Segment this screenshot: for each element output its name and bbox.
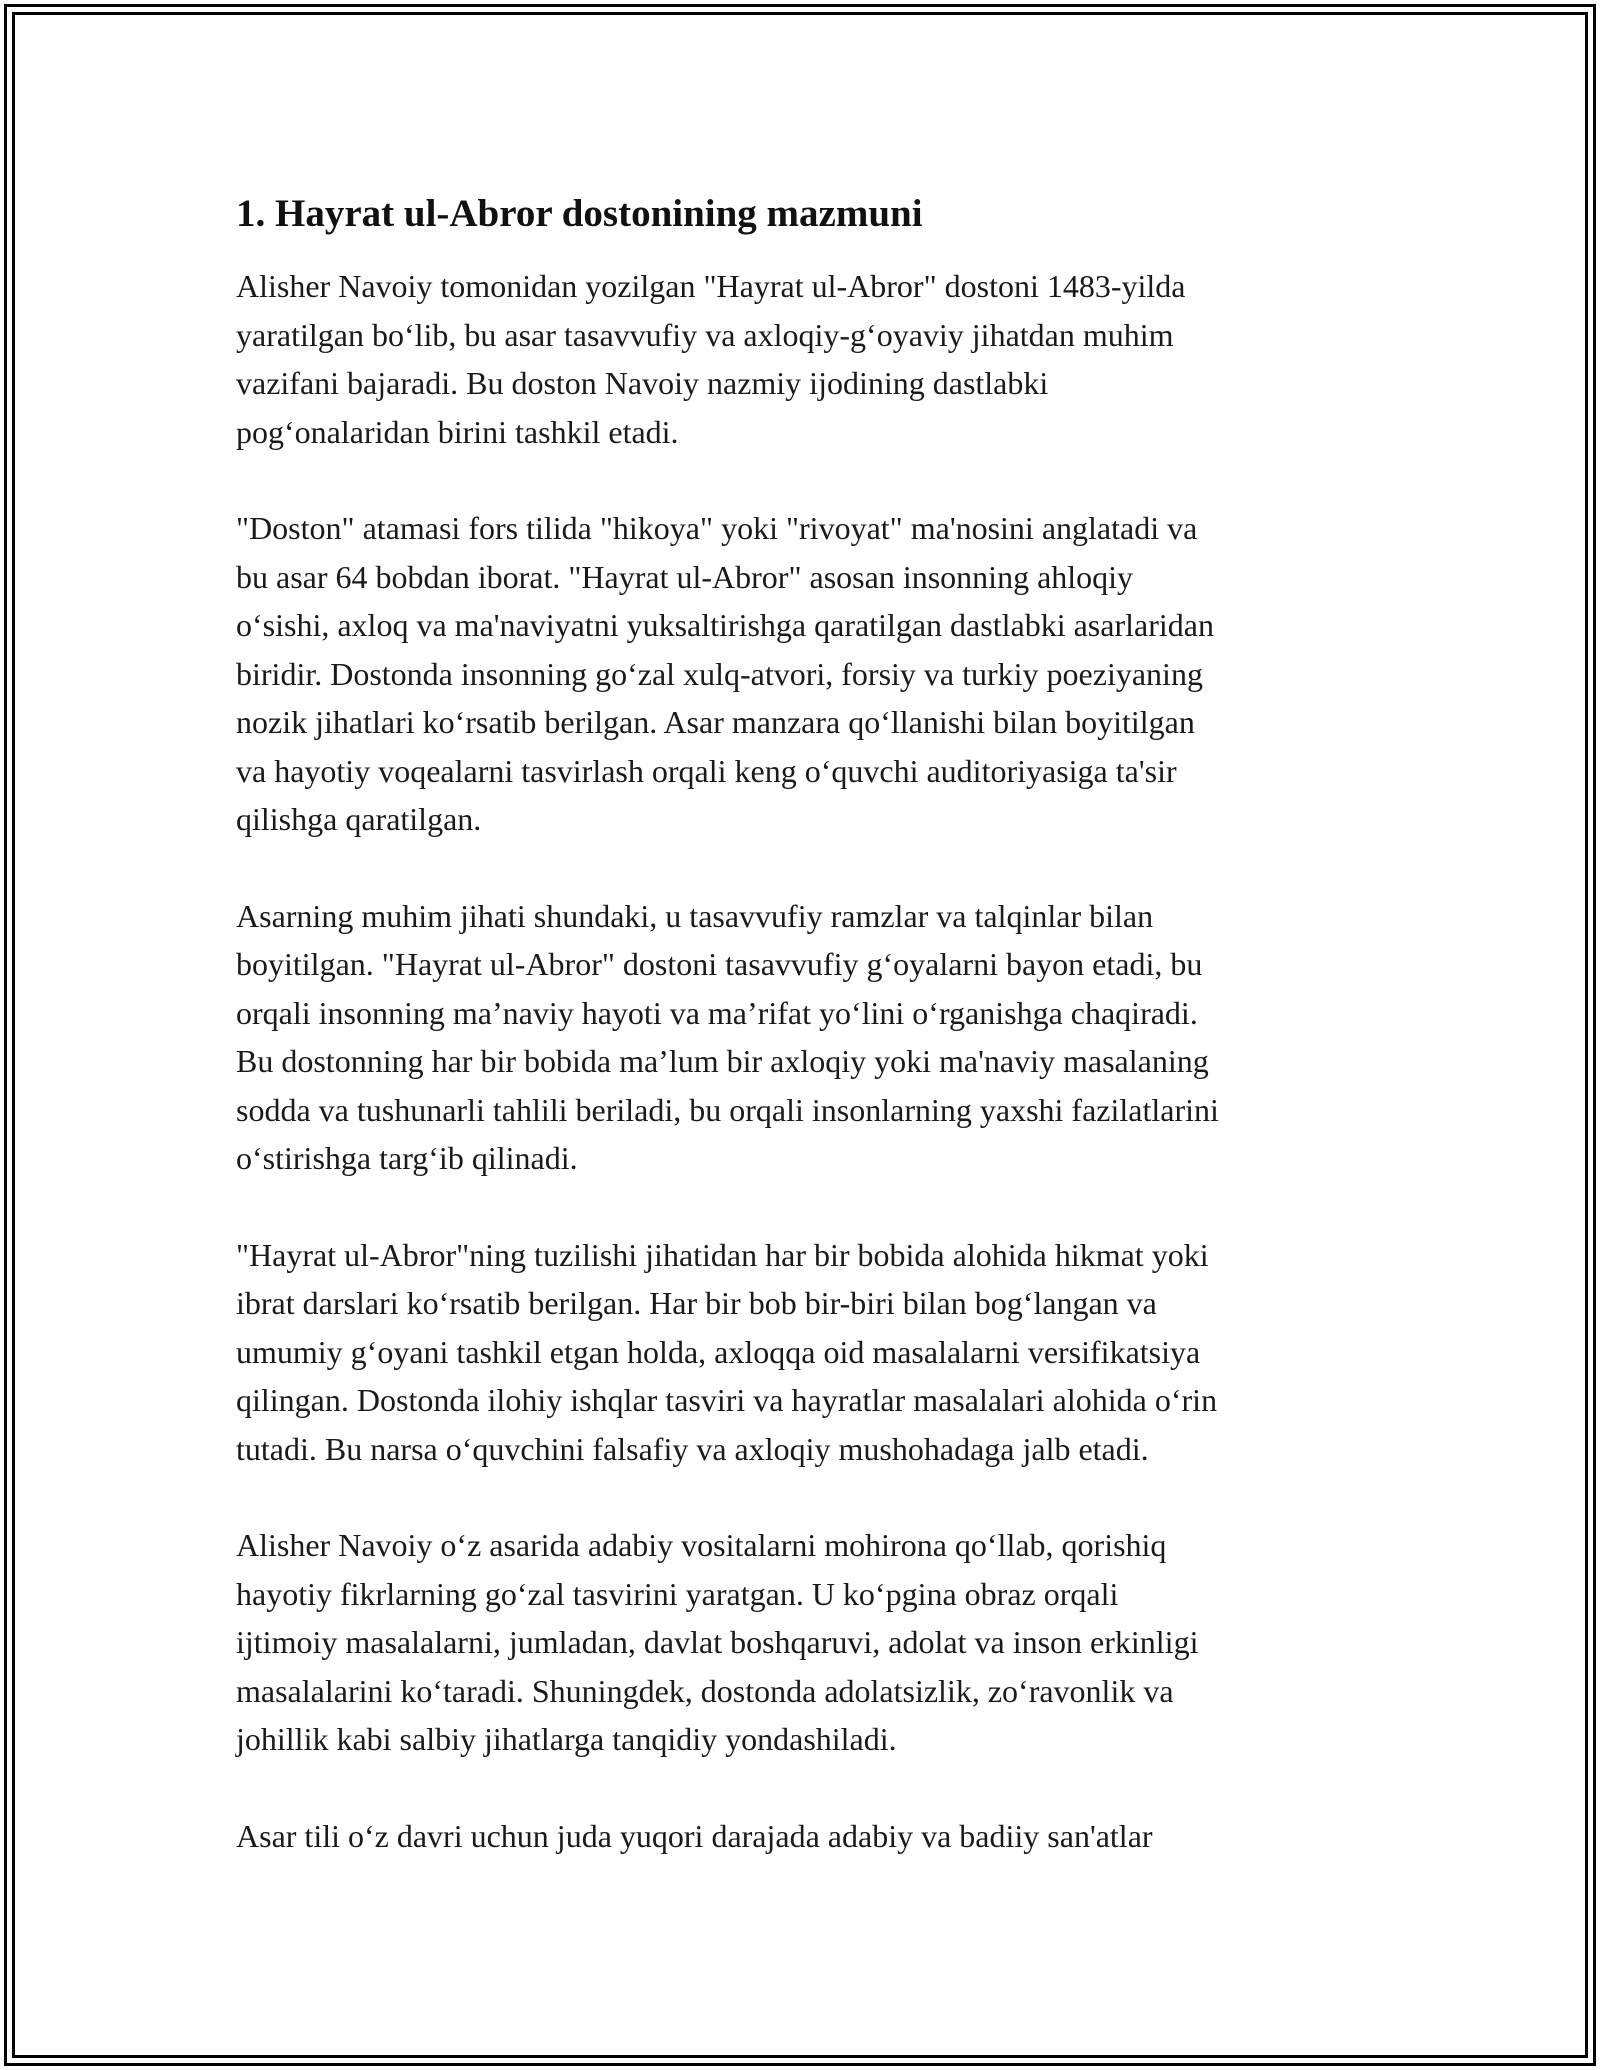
paragraph-1 xyxy=(236,262,1371,456)
paragraph-3 xyxy=(236,892,1371,1183)
text-line: biridir. Dostonda insonning go‘zal xulq-atvori, forsiy va turkiy poeziyaning xyxy=(236,655,1203,692)
text-line: sodda va tushunarli tahlili beriladi, bu orqali insonlarning yaxshi fazilatlarini xyxy=(236,1091,1219,1128)
text-line: Bu dostonning har bir bobida ma’lum bir axloqiy yoki ma'naviy masalaning xyxy=(236,1043,1209,1079)
paragraph-2 xyxy=(236,504,1371,844)
text-line: nozik jihatlari ko‘rsatib berilgan. Asar manzara qo‘llanishi bilan boyitilgan xyxy=(236,704,1195,740)
text-line: hayotiy fikrlarning go‘zal tasvirini yaratgan. U ko‘pgina obraz orqali xyxy=(236,1575,1119,1612)
text-line: yaratilgan bo‘lib, bu asar tasavvufiy va axloqiy-g‘oyaviy jihatdan muhim xyxy=(236,316,1174,353)
text-line: Asarning muhim jihati shundaki, u tasavvufiy ramzlar va talqinlar bilan xyxy=(236,897,1154,934)
document-body xyxy=(236,186,1371,1908)
text-line: orqali insonning ma’naviy hayoti va ma’rifat yo‘lini o‘rganishga chaqiradi. xyxy=(236,994,1198,1031)
text-line: bu asar 64 bobdan iborat. "Hayrat ul-Abror" asosan insonning ahloqiy xyxy=(236,558,1134,595)
text-line: qilishga qaratilgan. xyxy=(236,801,482,837)
text-line: o‘sishi, axloq va ma'naviyatni yuksaltirishga qaratilgan dastlabki asarlaridan xyxy=(236,607,1214,643)
text-line: masalalarini ko‘taradi. Shuningdek, dostonda adolatsizlik, zo‘ravonlik va xyxy=(236,1672,1174,1709)
text-line: pog‘onalaridan birini tashkil etadi. xyxy=(236,413,679,450)
text-line: "Doston" atamasi fors tilida "hikoya" yoki "rivoyat" ma'nosini anglatadi va xyxy=(236,510,1198,546)
text-line: tutadi. Bu narsa o‘quvchini falsafiy va axloqiy mushohadaga jalb etadi. xyxy=(236,1430,1149,1467)
text-line: Alisher Navoiy o‘z asarida adabiy vositalarni mohirona qo‘llab, qorishiq xyxy=(236,1527,1167,1563)
text-line: ijtimoiy masalalarni, jumladan, davlat boshqaruvi, adolat va inson erkinligi xyxy=(236,1624,1199,1660)
text-line: qilingan. Dostonda ilohiy ishqlar tasviri va hayratlar masalalari alohida o‘rin xyxy=(236,1382,1218,1418)
paragraph-4 xyxy=(236,1231,1371,1474)
text-line: o‘stirishga targ‘ib qilinadi. xyxy=(236,1140,578,1176)
text-line: johillik kabi salbiy jihatlarga tanqidiy yondashiladi. xyxy=(236,1721,897,1757)
text-line: boyitilgan. "Hayrat ul-Abror" dostoni tasavvufiy g‘oyalarni bayon etadi, bu xyxy=(236,946,1203,982)
text-line: Asar tili o‘z davri uchun juda yuqori darajada adabiy va badiiy san'atlar xyxy=(236,1817,1153,1854)
paragraph-5 xyxy=(236,1521,1371,1764)
document-title: 1. Hayrat ul-Abror dostonining mazmuni xyxy=(236,192,923,235)
text-line: umumiy g‘oyani tashkil etgan holda, axloqqa oid masalalarni versifikatsiya xyxy=(236,1333,1201,1370)
text-line: Alisher Navoiy tomonidan yozilgan "Hayrat ul-Abror" dostoni 1483-yilda xyxy=(236,268,1186,304)
text-line: ibrat darslari ko‘rsatib berilgan. Har bir bob bir-biri bilan bog‘langan va xyxy=(236,1285,1157,1321)
text-line: va hayotiy voqealarni tasvirlash orqali keng o‘quvchi auditoriyasiga ta'sir xyxy=(236,752,1177,789)
text-line: "Hayrat ul-Abror"ning tuzilishi jihatidan har bir bobida alohida hikmat yoki xyxy=(236,1236,1209,1273)
paragraph-container xyxy=(236,262,1371,1860)
text-line: vazifani bajaradi. Bu doston Navoiy nazmiy ijodining dastlabki xyxy=(236,365,1049,401)
paragraph-6 xyxy=(236,1812,1371,1861)
